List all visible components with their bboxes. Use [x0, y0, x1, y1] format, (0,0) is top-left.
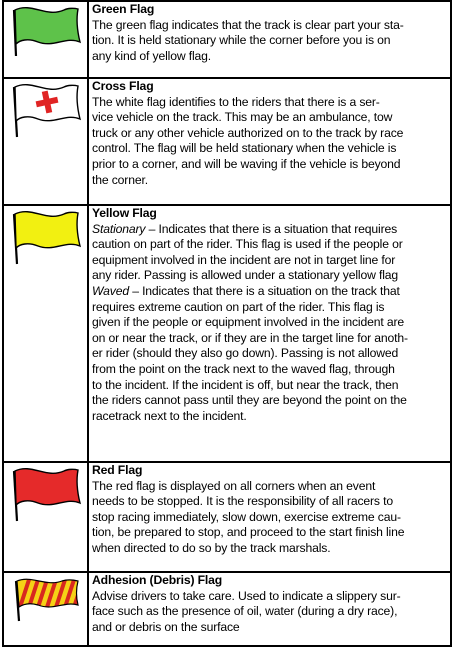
- yellow-flag-icon: [10, 208, 82, 268]
- waved-label: Waved: [92, 283, 129, 298]
- green-flag-icon: [10, 4, 82, 60]
- flag-description-line: when directed to do so by the track marshals.: [92, 540, 331, 555]
- flag-title: Adhesion (Debris) Flag: [92, 573, 223, 587]
- flag-description-line: to the incident. If the incident is off, but near the track, then: [92, 377, 399, 392]
- flag-description-line: prior to a corner, and will be waving if the vehicle is beyond: [92, 156, 401, 171]
- stationary-label: Stationary: [92, 221, 146, 236]
- flag-image-cell: [4, 573, 89, 645]
- flag-title: Cross Flag: [92, 79, 154, 93]
- cross-flag-icon: [10, 81, 82, 141]
- flag-description-line: on or near the track, or if they are in the target line for anoth-: [92, 330, 408, 345]
- flag-description-line: tion. It is held stationary while the corner before you is on: [92, 33, 391, 48]
- flag-row-adhesion: [4, 573, 450, 645]
- flag-title: Red Flag: [92, 463, 143, 477]
- flag-description-line: control. The flag will be held stationary when the vehicle is: [92, 141, 397, 156]
- flag-description-line: vice vehicle on the track. This may be an ambulance, tow: [92, 110, 393, 125]
- flag-row-yellow: [4, 206, 450, 463]
- flag-title: Yellow Flag: [92, 206, 157, 220]
- flag-description-line: The green flag indicates that the track is clear part your sta-: [92, 17, 404, 32]
- flag-description-line: and or debris on the surface: [92, 619, 240, 634]
- flag-row-green: [4, 2, 450, 79]
- flag-description-line: er rider (should they also go down). Passing is not allowed: [92, 346, 399, 361]
- flag-description-line: the corner.: [92, 172, 148, 187]
- flag-description-line: needs to be stopped. It is the responsibility of all racers to: [92, 494, 393, 509]
- flag-image-cell: [4, 463, 89, 571]
- flag-title: Green Flag: [92, 2, 155, 16]
- flag-text: [92, 463, 446, 557]
- flag-table: [2, 0, 452, 647]
- flag-description-line: caution on part of the rider. This flag is used if the people or: [92, 237, 403, 252]
- flag-text: [92, 573, 446, 635]
- flag-description-line: Waved – Indicates that there is a situation on the track that: [92, 283, 400, 298]
- flag-description-line: any rider. Passing is allowed under a stationary yellow flag: [92, 268, 399, 283]
- flag-description-line: tion, be prepared to stop, and proceed to the start finish line: [92, 525, 405, 540]
- flag-row-red: [4, 463, 450, 573]
- flag-description-line: The red flag is displayed on all corners when an event: [92, 478, 376, 493]
- red-flag-icon: [10, 465, 82, 525]
- flag-description-line: from the point on the track next to the waved flag, through: [92, 361, 395, 376]
- flag-description-line: truck or any other vehicle authorized on to the track by race: [92, 125, 404, 140]
- flag-description-line: equipment involved in the incident are not in target line for: [92, 252, 396, 267]
- flag-image-cell: [4, 206, 89, 461]
- flag-description-line: The white flag identifies to the riders that there is a ser-: [92, 94, 380, 109]
- flag-description-line: Stationary – Indicates that there is a situation that requires: [92, 221, 398, 236]
- flag-description-line: any kind of yellow flag.: [92, 48, 212, 63]
- flag-description-line: face such as the presence of oil, water (during a dry race),: [92, 604, 398, 619]
- flag-row-cross: [4, 79, 450, 206]
- flag-text: [92, 2, 446, 64]
- flag-description-line: Advise drivers to take care. Used to indicate a slippery sur-: [92, 588, 401, 603]
- flag-description-line: the riders cannot pass until they are beyond the point on the: [92, 393, 407, 408]
- flag-description-line: stop racing immediately, slow down, exercise extreme cau-: [92, 509, 401, 524]
- flag-description-line: given if the people or equipment involved in the incident are: [92, 315, 404, 330]
- flag-text: [92, 79, 446, 188]
- flag-text: [92, 206, 446, 424]
- flag-description-line: racetrack next to the incident.: [92, 408, 247, 423]
- flag-image-cell: [4, 79, 89, 204]
- flag-description-line: requires extreme caution on part of the rider. This flag is: [92, 299, 385, 314]
- flag-image-cell: [4, 2, 89, 77]
- adhesion-flag-icon: [10, 575, 82, 625]
